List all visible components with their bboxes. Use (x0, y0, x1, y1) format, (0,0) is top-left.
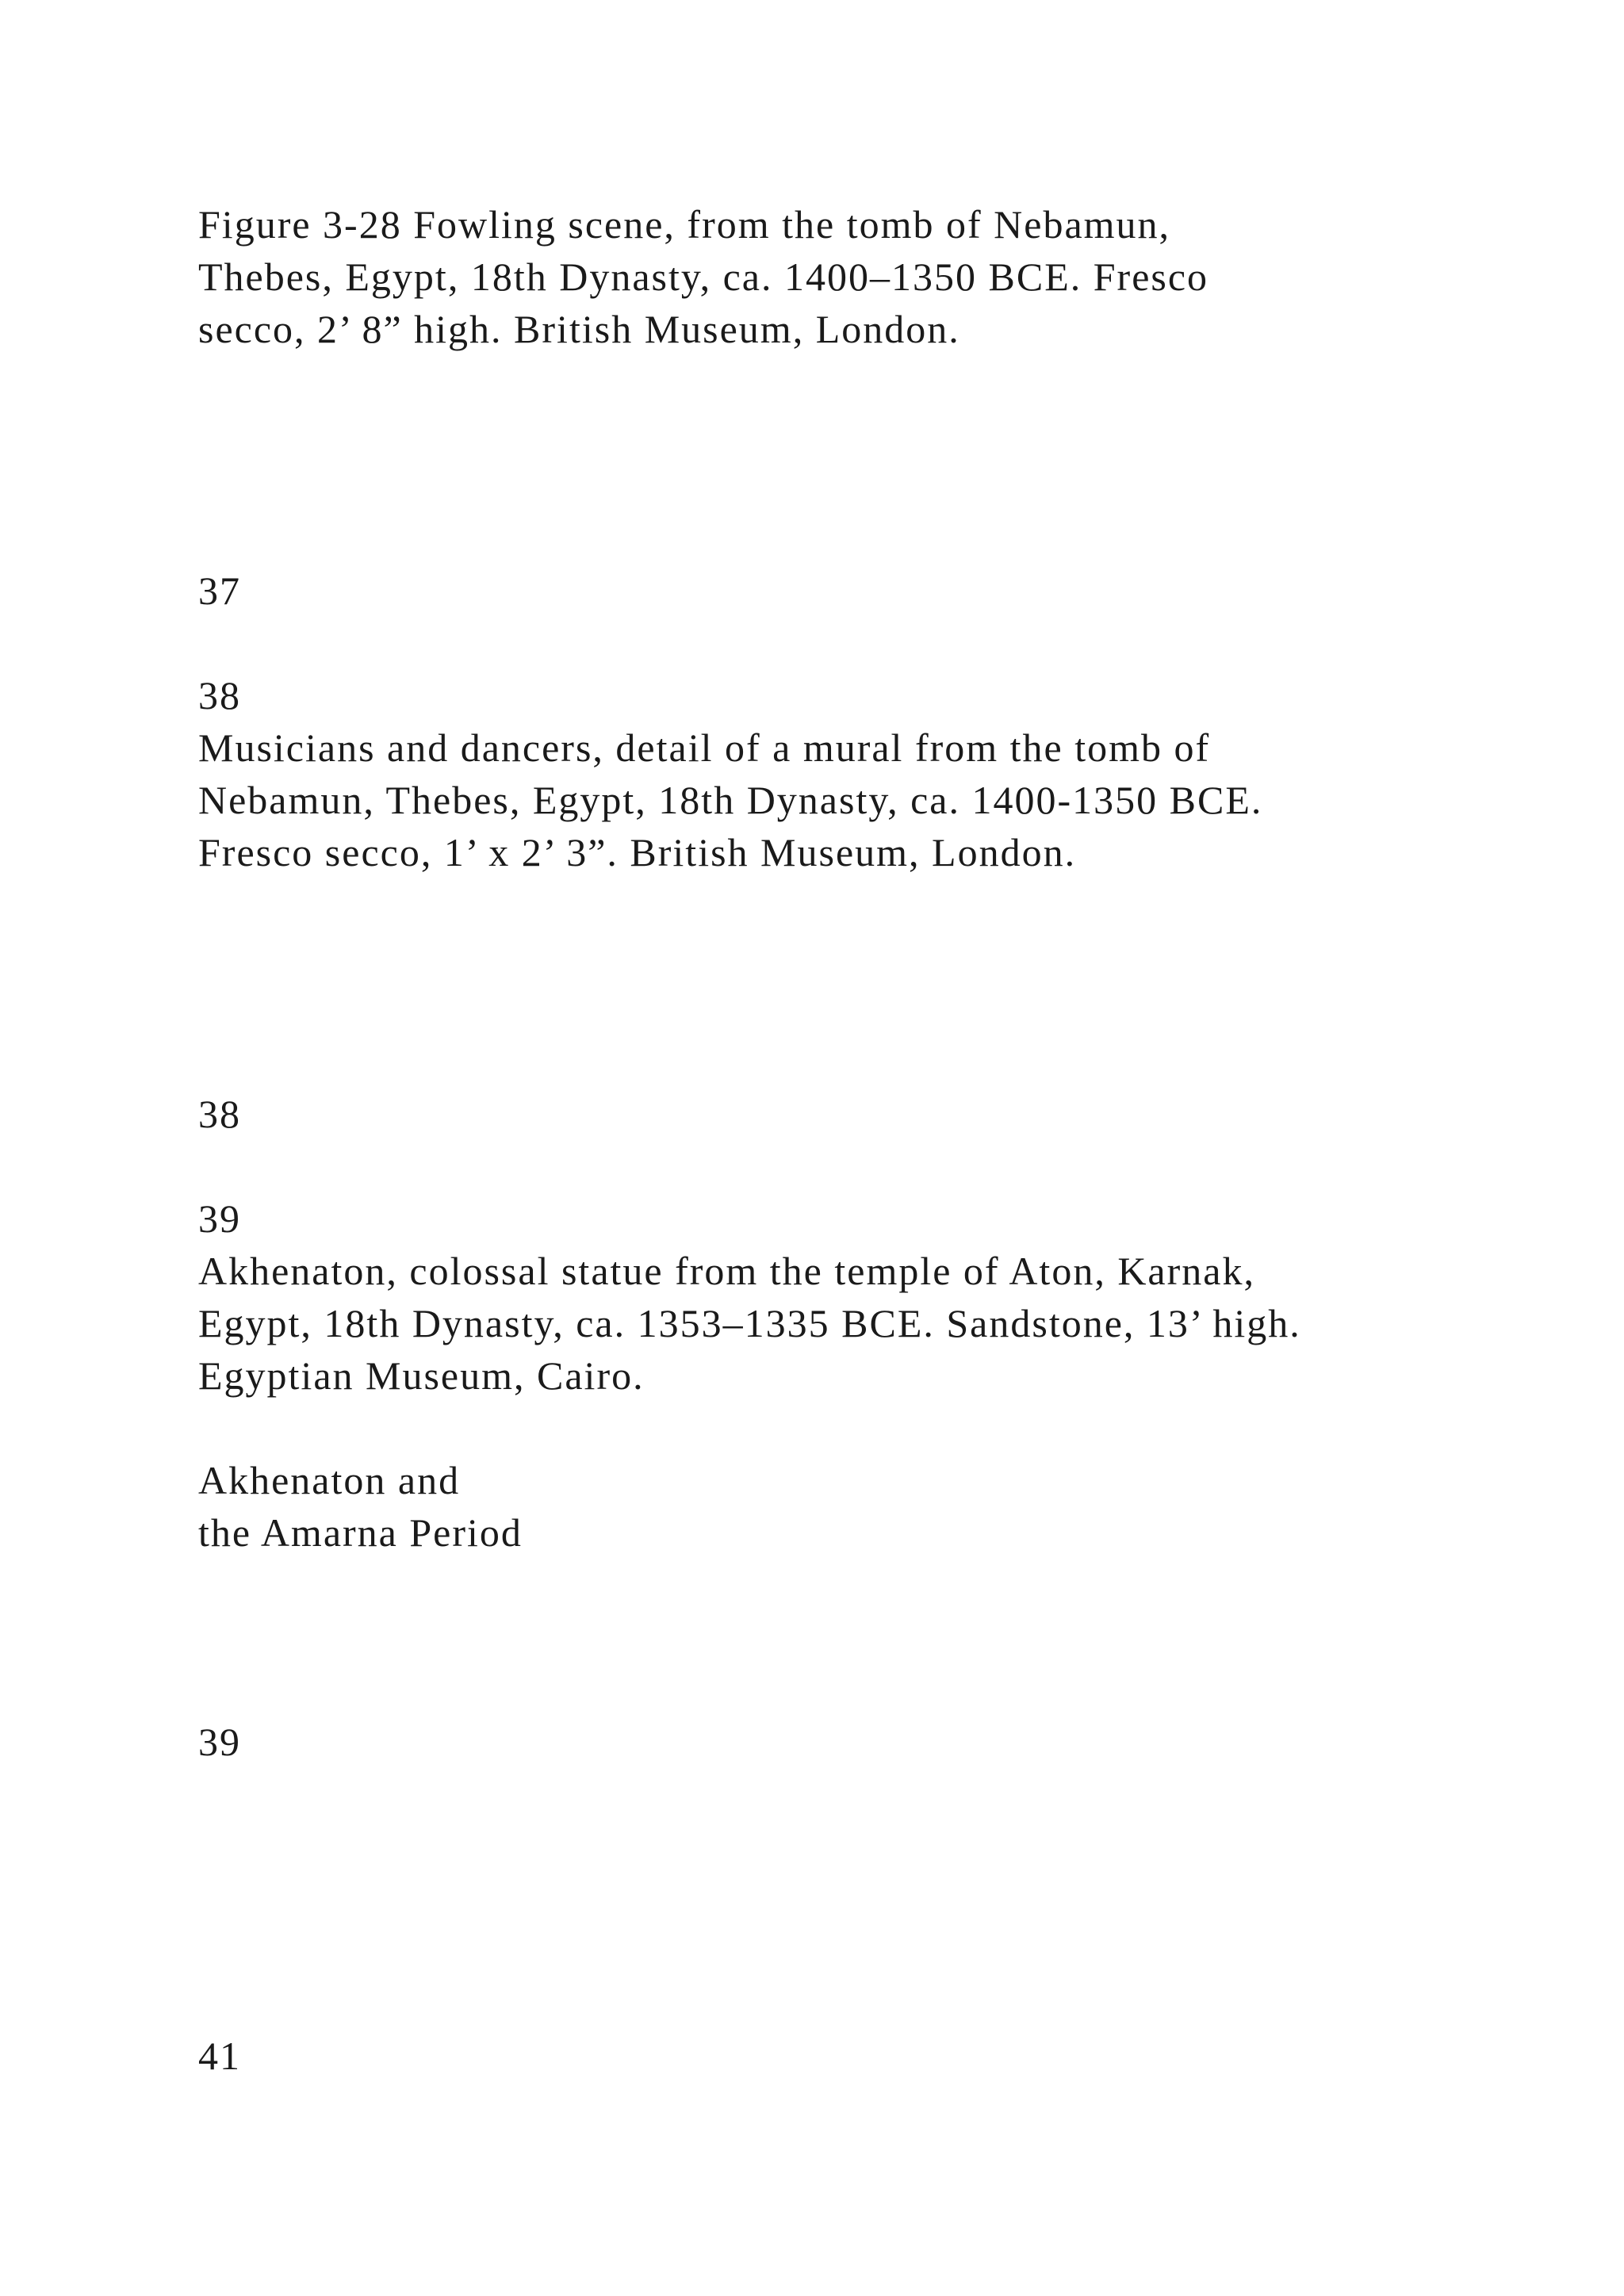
caption-akhenaton-line-3: Egyptian Museum, Cairo. (198, 1353, 645, 1398)
page-number-39-repeat: 39 (198, 1720, 241, 1764)
page-number-37: 37 (198, 568, 241, 613)
section-heading-line-1: Akhenaton and (198, 1458, 461, 1502)
page-number-39: 39 (198, 1196, 241, 1241)
page-number-38: 38 (198, 673, 241, 718)
caption-fig-3-28-line-3: secco, 2’ 8” high. British Museum, London. (198, 307, 960, 351)
caption-akhenaton-line-1: Akhenaton, colossal statue from the temple of Aton, Karnak, (198, 1249, 1255, 1293)
section-heading-line-2: the Amarna Period (198, 1510, 523, 1555)
caption-fig-3-28-line-1: Figure 3-28 Fowling scene, from the tomb of Nebamun, (198, 202, 1171, 247)
caption-musicians-line-3: Fresco secco, 1’ x 2’ 3”. British Museum, London. (198, 830, 1077, 874)
page-number-41: 41 (198, 2034, 241, 2078)
caption-musicians-line-1: Musicians and dancers, detail of a mural from the tomb of (198, 725, 1211, 770)
page-number-38-repeat: 38 (198, 1092, 241, 1136)
caption-fig-3-28-line-2: Thebes, Egypt, 18th Dynasty, ca. 1400–1350 BCE. Fresco (198, 254, 1209, 299)
caption-akhenaton-line-2: Egypt, 18th Dynasty, ca. 1353–1335 BCE. Sandstone, 13’ high. (198, 1301, 1301, 1345)
caption-musicians-line-2: Nebamun, Thebes, Egypt, 18th Dynasty, ca. 1400-1350 BCE. (198, 778, 1263, 822)
